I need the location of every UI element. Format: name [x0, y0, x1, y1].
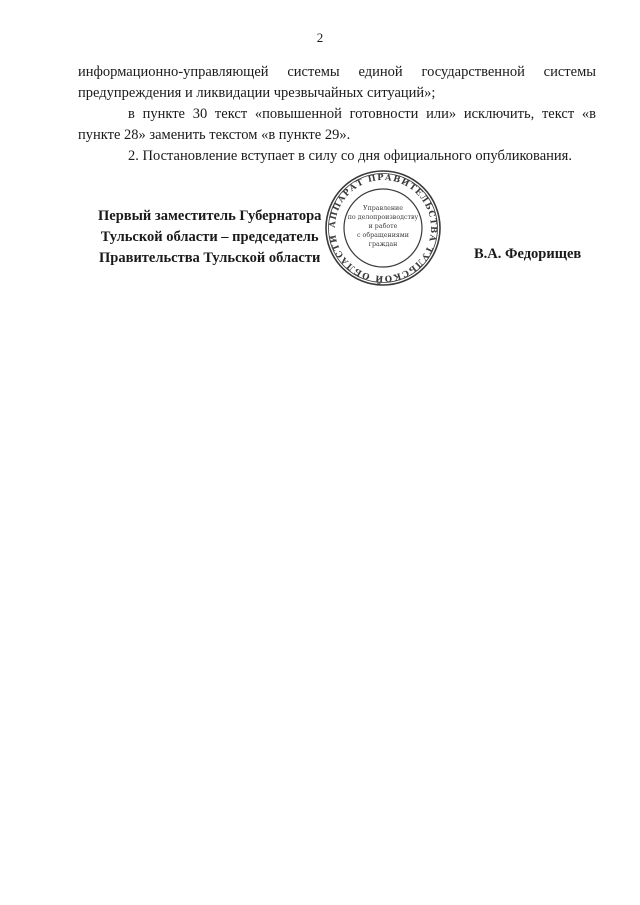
paragraph-point-30: в пункте 30 текст «повышенной готовности или» исключить, текст «в пункте 28» заменить текстом «в пункте 29».	[78, 106, 596, 143]
stamp-center-line: граждан	[368, 241, 398, 248]
stamp-center-line: Управление	[363, 205, 403, 212]
stamp-center-line: и работе	[368, 223, 398, 230]
stamp-center-line: с обращениями	[357, 232, 409, 239]
page-number: 2	[316, 30, 324, 45]
official-stamp	[323, 168, 443, 288]
paragraph-continuation: информационно-управляющей системы единой государственной системы предупреждения и ликвидации чрезвычайных ситуаций»;	[78, 64, 596, 101]
paragraph-effective-date: 2. Постановление вступает в силу со дня официального опубликования.	[128, 148, 572, 164]
signatory-title-line-3: Правительства Тульской области	[99, 250, 321, 266]
stamp-center-text	[348, 205, 419, 248]
signature-block	[0, 206, 640, 296]
signatory-title-line-2: Тульской области – председатель	[100, 229, 319, 245]
signatory-title	[98, 206, 321, 269]
signatory-title-line-1: Первый заместитель Губернатора	[98, 208, 322, 224]
document-body	[78, 62, 596, 167]
stamp-center-line: по делопроизводству	[347, 214, 419, 221]
signatory-name: В.А. Федорищев	[474, 246, 582, 262]
stamp-ring-text: АППАРАТ ПРАВИТЕЛЬСТВА ТУЛЬСКОЙ ОБЛАСТИ	[326, 171, 440, 285]
